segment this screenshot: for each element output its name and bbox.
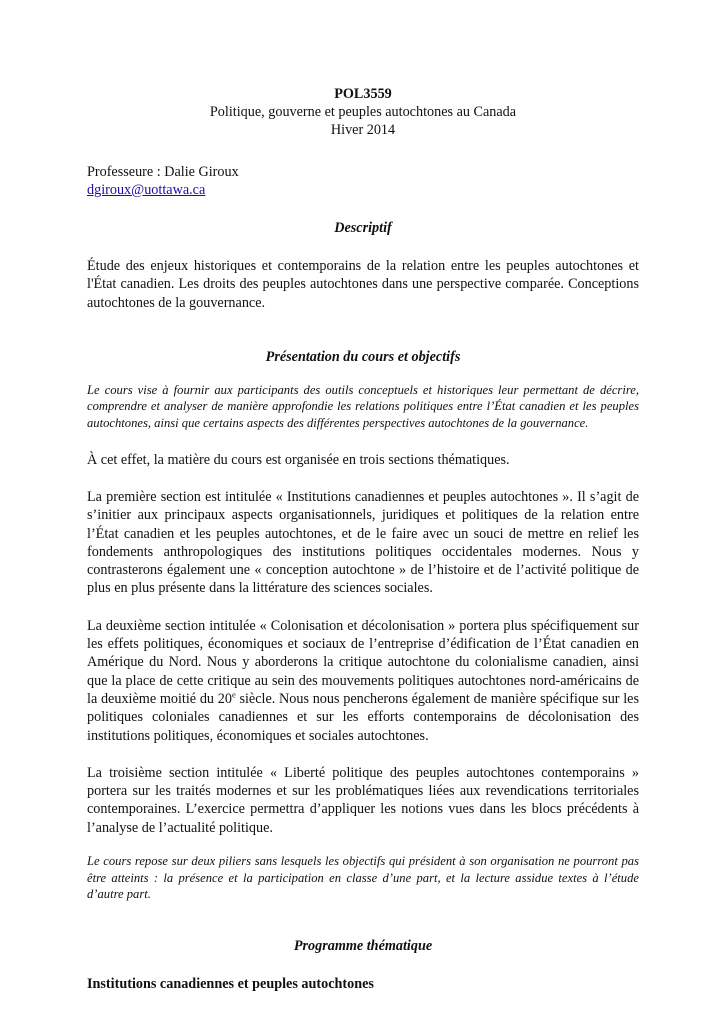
century-superscript: e (231, 689, 236, 700)
professor-name: Professeure : Dalie Giroux (87, 164, 239, 180)
professor-email-link[interactable]: dgiroux@uottawa.ca (87, 182, 206, 198)
professor-block (87, 163, 639, 199)
descriptif-text: Étude des enjeux historiques et contemporains de la relation entre les peuples autochtones et l'État canadien. Les droits des peuples autochtones dans une perspective comparée. Conceptions autochtones de la gouvernance. (87, 258, 639, 311)
course-title: Politique, gouverne et peuples autochtones au Canada (209, 104, 517, 120)
second-section-text-b: siècle. Nous nous pencherons également de manière spécifique sur les politiques coloniales canadiennes et sur les efforts contemporains de décolonisation des institutions politiques, économiques et sociales autochtones. (87, 690, 639, 744)
course-code: POL3559 (334, 86, 392, 102)
second-section-text-a: La deuxième section intitulée « Colonisation et décolonisation » portera plus spécifiquement sur les effets politiques, économiques et sociaux de l’entreprise d’édification de l’État canadien en Amérique du Nord. Nous y aborderons la critique autochtone du colonialisme canadien, ainsi que la place de cette critique au sein des mouvements politiques autochtones nord-américains de la deuxième moitié du 20 (87, 617, 639, 707)
programme-heading: Programme thématique (293, 937, 433, 954)
third-section-paragraph: La troisième section intitulée « Liberté politique des peuples autochtones contemporains » portera sur les traités modernes et sur les problématiques liées aux revendications territoriales contemporaines. L’exercice permettra d’appliquer les notions vues dans les blocs précédents à l’analyse de l’actualité politique. (87, 764, 639, 836)
presentation-intro: Le cours vise à fournir aux participants des outils conceptuels et historiques leur permettant de décrire, comprendre et analyser de manière approfondie les relations politiques entre l’État canadien et les peuples autochtones, ainsi que certains aspects des différentes perspectives autochtones de la gouvernance. (87, 382, 639, 431)
first-section-paragraph: La première section est intitulée « Institutions canadiennes et peuples autochtones ». Il s’agit de s’initier aux principaux aspects organisationnels, juridiques et politiques de la relation entre l’État canadien et les peuples autochtones, et de le faire avec un souci de mettre en relief les fondements anthropologiques des institutions politiques occidentales modernes. Nous y contrasterons également une « conception autochtone » de l’histoire et de l’activité politique de plus en plus présente dans la littérature des sciences sociales. (87, 488, 639, 597)
presentation-outro: Le cours repose sur deux piliers sans lesquels les objectifs qui président à son organisation ne pourront pas être atteints : la présence et la participation en classe d’une part, et la lecture assidue textes à l’étude d’autre part. (87, 854, 639, 902)
course-term: Hiver 2014 (330, 122, 396, 138)
second-section-paragraph (87, 617, 639, 745)
descriptif-heading: Descriptif (334, 220, 392, 236)
document-content (87, 85, 639, 993)
sections-paragraph: À cet effet, la matière du cours est organisée en trois sections thématiques. (87, 451, 510, 468)
course-header (87, 85, 639, 139)
presentation-heading: Présentation du cours et objectifs (265, 348, 461, 365)
programme-first-section-title: Institutions canadiennes et peuples autochtones (87, 975, 374, 992)
